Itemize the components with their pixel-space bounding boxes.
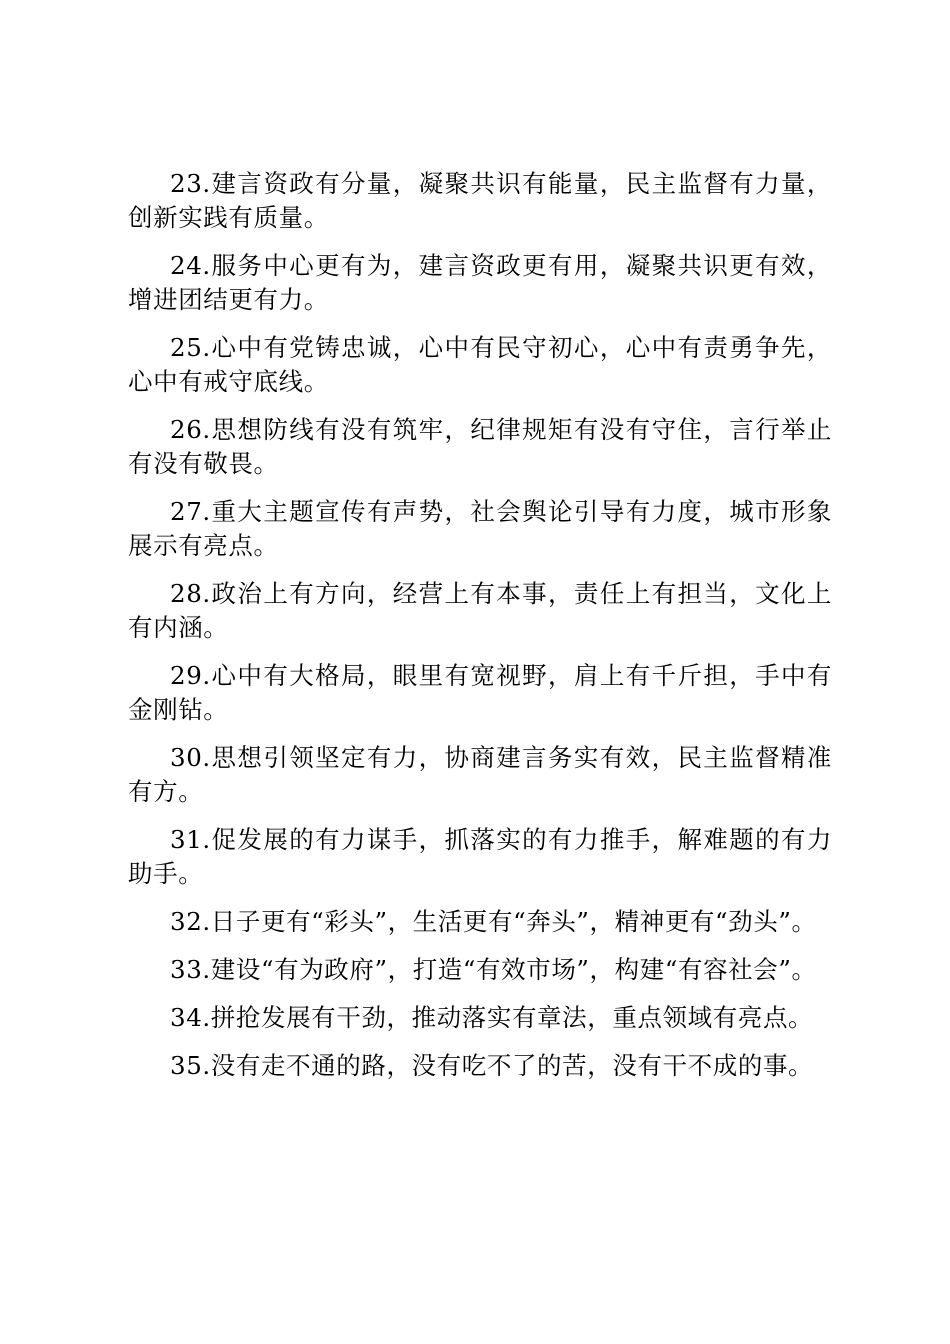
paragraph-35: 35.没有走不通的路，没有吃不了的苦，没有干不成的事。 bbox=[170, 1051, 814, 1080]
paragraph-29: 29.心中有大格局，眼里有宽视野，肩上有千斤担，手中有金刚钻。 bbox=[128, 661, 832, 724]
paragraph-32: 32.日子更有“彩头”，生活更有“奔头”，精神更有“劲头”。 bbox=[170, 907, 817, 936]
paragraph-23: 23.建言资政有分量，凝聚共识有能量，民主监督有力量，创新实践有质量。 bbox=[128, 169, 832, 232]
paragraph-30: 30.思想引领坚定有力，协商建言务实有效，民主监督精准有方。 bbox=[128, 743, 832, 806]
document-body bbox=[128, 167, 832, 1083]
paragraph-24: 24.服务中心更有为，建言资政更有用，凝聚共识更有效，增进团结更有力。 bbox=[128, 251, 832, 314]
paragraph-26: 26.思想防线有没有筑牢，纪律规矩有没有守住，言行举止有没有敬畏。 bbox=[128, 415, 832, 478]
paragraph-28: 28.政治上有方向，经营上有本事，责任上有担当，文化上有内涵。 bbox=[128, 579, 832, 642]
paragraph-34: 34.拼抢发展有干劲，推动落实有章法，重点领域有亮点。 bbox=[170, 1003, 814, 1032]
paragraph-33: 33.建设“有为政府”，打造“有效市场”，构建“有容社会”。 bbox=[170, 955, 817, 984]
paragraph-27: 27.重大主题宣传有声势，社会舆论引导有力度，城市形象展示有亮点。 bbox=[128, 497, 832, 560]
paragraph-31: 31.促发展的有力谋手，抓落实的有力推手，解难题的有力助手。 bbox=[128, 825, 832, 888]
paragraph-25: 25.心中有党铸忠诚，心中有民守初心，心中有责勇争先，心中有戒守底线。 bbox=[128, 333, 832, 396]
